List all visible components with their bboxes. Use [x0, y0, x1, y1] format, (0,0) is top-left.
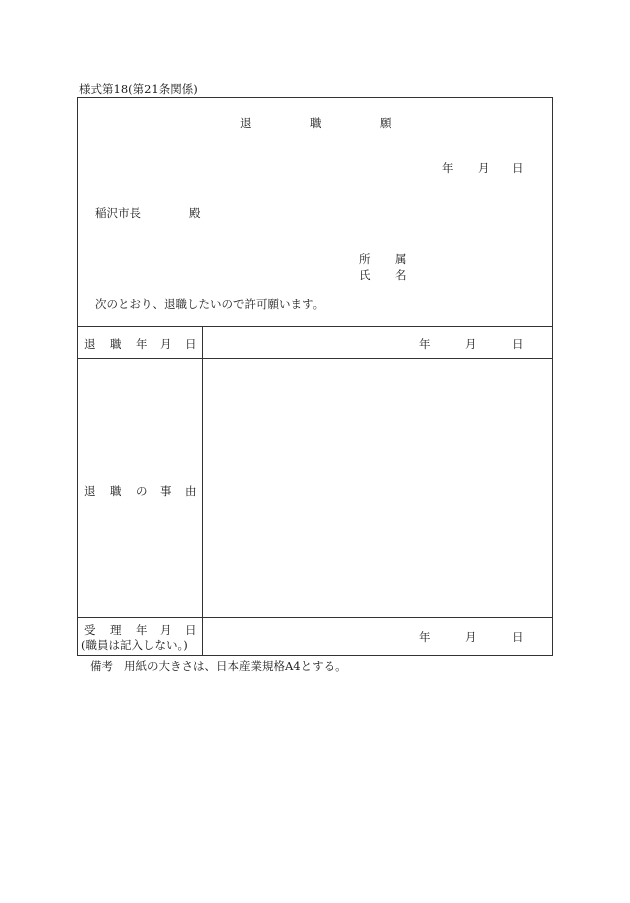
received-date-month: 月	[465, 630, 477, 644]
received-date-label-3: 年	[136, 623, 148, 637]
reason-label-1: 退	[84, 484, 96, 498]
affiliation-char-2: 属	[395, 252, 407, 266]
addressee-name: 稲沢市長	[95, 206, 141, 220]
name-char-1: 氏	[359, 268, 371, 282]
reason-label-5: 由	[185, 484, 197, 498]
retirement-date-label-1: 退	[84, 337, 96, 351]
header-date-month: 月	[478, 161, 490, 175]
title-char-3: 願	[380, 116, 392, 130]
addressee-honorific: 殿	[189, 206, 201, 220]
name-char-2: 名	[395, 268, 407, 282]
title-char-1: 退	[240, 116, 252, 130]
reason-input-area[interactable]	[204, 361, 548, 614]
row-divider	[78, 617, 552, 618]
header-date-year: 年	[442, 161, 454, 175]
retirement-date-label-2: 職	[110, 337, 122, 351]
affiliation-char-1: 所	[359, 252, 371, 266]
retirement-date-day: 日	[512, 337, 524, 351]
reason-label-3: の	[136, 484, 148, 498]
retirement-date-month: 月	[465, 337, 477, 351]
header-date-day: 日	[512, 161, 524, 175]
received-date-label-5: 日	[185, 623, 197, 637]
row-divider	[78, 358, 552, 359]
received-date-label-1: 受	[84, 623, 96, 637]
received-date-note: (職員は記入しない。)	[81, 638, 188, 652]
received-date-day: 日	[512, 630, 524, 644]
request-text: 次のとおり、退職したいので許可願います。	[95, 297, 325, 311]
row-divider	[78, 326, 552, 327]
column-divider	[202, 326, 203, 655]
retirement-date-year: 年	[419, 337, 431, 351]
received-date-label-2: 理	[110, 623, 122, 637]
reason-label-4: 事	[160, 484, 172, 498]
retirement-date-label-3: 年	[136, 337, 148, 351]
form-number-label: 様式第18(第21条関係)	[79, 82, 198, 96]
reason-label-2: 職	[110, 484, 122, 498]
received-date-year: 年	[419, 630, 431, 644]
retirement-date-label-5: 日	[185, 337, 197, 351]
received-date-label-4: 月	[160, 623, 172, 637]
retirement-date-label-4: 月	[160, 337, 172, 351]
resignation-form	[77, 97, 553, 656]
title-char-2: 職	[310, 116, 322, 130]
remark-text: 用紙の大きさは、日本産業規格A4とする。	[124, 659, 347, 673]
remark-heading: 備考	[90, 659, 113, 673]
